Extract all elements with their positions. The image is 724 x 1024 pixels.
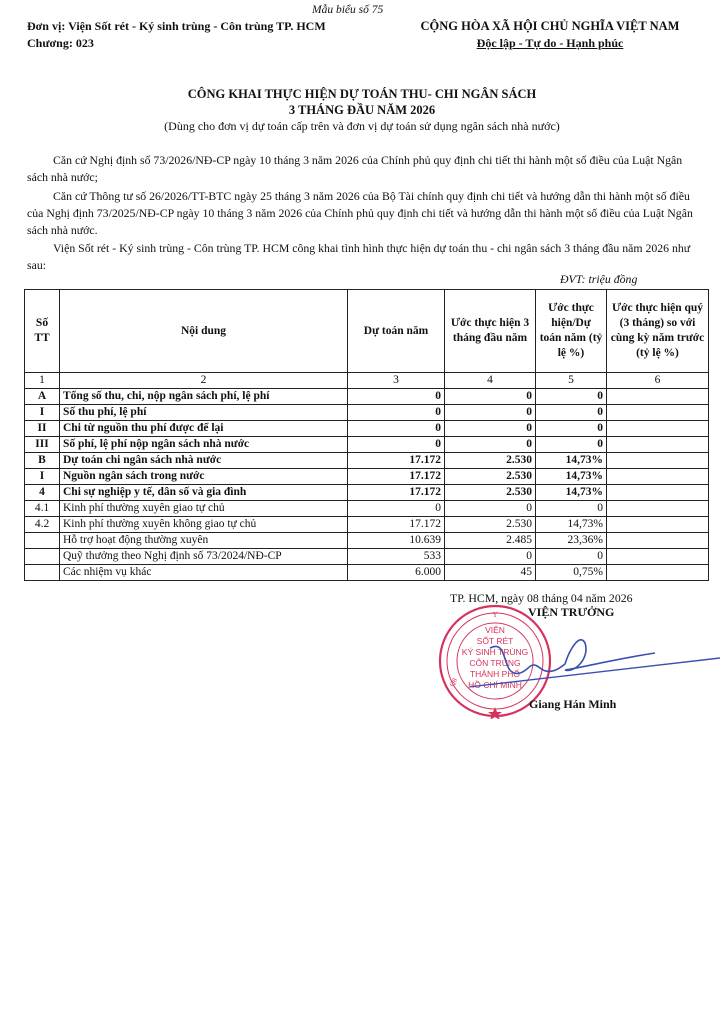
cell-plan: 17.172 xyxy=(348,453,445,469)
col-number: 3 xyxy=(348,373,445,389)
cell-plan: 10.639 xyxy=(348,533,445,549)
table-row xyxy=(25,549,709,565)
budget-table xyxy=(24,289,709,581)
cell-plan: 17.172 xyxy=(348,485,445,501)
column-number-row xyxy=(25,373,709,389)
cell-content: Kinh phí thường xuyên giao tự chủ xyxy=(60,501,348,517)
stamp-line: SỐT RÉT xyxy=(476,636,514,646)
document-subtitle: (Dùng cho đơn vị dự toán cấp trên và đơn vị dự toán sử dụng ngân sách nhà nước) xyxy=(164,119,560,133)
cell-stt: A xyxy=(25,389,60,405)
table-row xyxy=(25,453,709,469)
chapter-code: Chương: 023 xyxy=(27,36,94,50)
cell-stt: II xyxy=(25,421,60,437)
cell-ratio: 14,73% xyxy=(536,453,607,469)
table-row xyxy=(25,437,709,453)
cell-stt: I xyxy=(25,405,60,421)
cell-stt: 4.2 xyxy=(25,517,60,533)
cell-content: Nguồn ngân sách trong nước xyxy=(60,469,348,485)
cell-content: Chi sự nghiệp y tế, dân số và gia đình xyxy=(60,485,348,501)
signer-name: Giang Hán Minh xyxy=(529,697,617,711)
cell-stt xyxy=(25,533,60,549)
cell-estimate: 45 xyxy=(445,565,536,581)
organization-unit: Đơn vị: Viện Sốt rét - Ký sinh trùng - Côn trùng TP. HCM xyxy=(27,19,326,33)
cell-estimate: 2.530 xyxy=(445,485,536,501)
cell-plan: 0 xyxy=(348,405,445,421)
cell-ratio: 14,73% xyxy=(536,469,607,485)
national-motto xyxy=(400,36,700,51)
stamp-line: KÝ SINH TRÙNG xyxy=(461,647,529,657)
cell-stt: 4.1 xyxy=(25,501,60,517)
cell-content: Số thu phí, lệ phí xyxy=(60,405,348,421)
cell-yoy xyxy=(607,405,709,421)
cell-stt: 4 xyxy=(25,485,60,501)
table-row xyxy=(25,485,709,501)
table-row xyxy=(25,533,709,549)
cell-content: Chi từ nguồn thu phí được để lại xyxy=(60,421,348,437)
cell-ratio: 0 xyxy=(536,405,607,421)
cell-yoy xyxy=(607,453,709,469)
cell-yoy xyxy=(607,517,709,533)
table-row xyxy=(25,517,709,533)
cell-ratio: 0 xyxy=(536,437,607,453)
cell-plan: 533 xyxy=(348,549,445,565)
col-number: 2 xyxy=(60,373,348,389)
cell-content: Tổng số thu, chi, nộp ngân sách phí, lệ phí xyxy=(60,389,348,405)
table-row xyxy=(25,405,709,421)
table-row xyxy=(25,469,709,485)
cell-plan: 6.000 xyxy=(348,565,445,581)
cell-plan: 17.172 xyxy=(348,517,445,533)
cell-yoy xyxy=(607,533,709,549)
table-row xyxy=(25,501,709,517)
cell-estimate: 0 xyxy=(445,501,536,517)
cell-plan: 0 xyxy=(348,421,445,437)
cell-estimate: 0 xyxy=(445,389,536,405)
cell-ratio: 0,75% xyxy=(536,565,607,581)
table-row xyxy=(25,389,709,405)
signature-date: TP. HCM, ngày 08 tháng 04 năm 2026 xyxy=(450,591,633,605)
cell-ratio: 0 xyxy=(536,421,607,437)
cell-content: Quỹ thưởng theo Nghị định số 73/2024/NĐ-CP xyxy=(60,549,348,565)
cell-content: Hỗ trợ hoạt động thường xuyên xyxy=(60,533,348,549)
cell-stt xyxy=(25,549,60,565)
cell-yoy xyxy=(607,549,709,565)
cell-plan: 0 xyxy=(348,389,445,405)
svg-text:Y: Y xyxy=(492,611,498,619)
cell-stt: B xyxy=(25,453,60,469)
cell-plan: 0 xyxy=(348,437,445,453)
cell-yoy xyxy=(607,485,709,501)
cell-ratio: 23,36% xyxy=(536,533,607,549)
legal-basis-decree: Căn cứ Nghị định số 73/2026/NĐ-CP ngày 10 tháng 3 năm 2026 của Chính phủ quy định chi tiết thi hành một số điều của Luật Ngân sách nhà nước; xyxy=(27,153,683,184)
col-number: 6 xyxy=(607,373,709,389)
cell-plan: 17.172 xyxy=(348,469,445,485)
cell-yoy xyxy=(607,501,709,517)
header-stt: Số TT xyxy=(25,290,60,373)
motto-text: Độc lập - Tự do - Hạnh phúc xyxy=(476,36,624,50)
cell-estimate: 2.485 xyxy=(445,533,536,549)
header-yoy: Ước thực hiện quý (3 tháng) so với cùng kỳ năm trước (tỷ lệ %) xyxy=(607,290,709,373)
cell-content: Dự toán chi ngân sách nhà nước xyxy=(60,453,348,469)
cell-yoy xyxy=(607,421,709,437)
svg-text:Q8: Q8 xyxy=(447,676,460,688)
cell-yoy xyxy=(607,437,709,453)
cell-content: Kinh phí thường xuyên không giao tự chủ xyxy=(60,517,348,533)
cell-stt xyxy=(25,565,60,581)
national-title: CỘNG HÒA XÃ HỘI CHỦ NGHĨA VIỆT NAM xyxy=(420,19,680,33)
handwritten-signature-icon xyxy=(470,628,720,698)
table-row xyxy=(25,421,709,437)
stamp-line: HỒ CHÍ MINH xyxy=(468,680,522,690)
table-row xyxy=(25,565,709,581)
cell-estimate: 0 xyxy=(445,549,536,565)
cell-ratio: 0 xyxy=(536,389,607,405)
cell-estimate: 0 xyxy=(445,421,536,437)
cell-yoy xyxy=(607,389,709,405)
table-header-row xyxy=(25,290,709,373)
cell-estimate: 2.530 xyxy=(445,517,536,533)
unit-note: ĐVT: triệu đồng xyxy=(560,272,638,286)
cell-estimate: 0 xyxy=(445,405,536,421)
cell-ratio: 14,73% xyxy=(536,517,607,533)
cell-stt: I xyxy=(25,469,60,485)
cell-plan: 0 xyxy=(348,501,445,517)
document-title: CÔNG KHAI THỰC HIỆN DỰ TOÁN THU- CHI NGÂN SÁCH xyxy=(187,87,537,101)
cell-estimate: 0 xyxy=(445,437,536,453)
col-number: 4 xyxy=(445,373,536,389)
col-number: 1 xyxy=(25,373,60,389)
cell-yoy xyxy=(607,469,709,485)
form-number: Mẫu biểu số 75 xyxy=(312,4,384,16)
cell-estimate: 2.530 xyxy=(445,469,536,485)
document-period: 3 THÁNG ĐẦU NĂM 2026 xyxy=(288,103,436,117)
cell-content: Số phí, lệ phí nộp ngân sách nhà nước xyxy=(60,437,348,453)
signer-title: VIỆN TRƯỞNG xyxy=(528,605,615,619)
stamp-line: VIỆN xyxy=(485,625,505,635)
legal-basis-circular: Căn cứ Thông tư số 26/2026/TT-BTC ngày 25 tháng 3 năm 2026 của Bộ Tài chính quy định chi tiết và hướng dẫn thi hành một số điều của Nghị định 73/2025/NĐ-CP ngày 10 tháng 3 năm 2026 của Chính phủ quy định chi tiết và hướng dẫn thi hành một số điều của Luật Ngân sách nhà nước. xyxy=(27,189,693,237)
stamp-line: CÔN TRÙNG xyxy=(469,658,521,668)
stamp-line: THÀNH PHỐ xyxy=(469,669,521,679)
disclosure-statement: Viện Sốt rét - Ký sinh trùng - Côn trùng TP. HCM công khai tình hình thực hiện dự toán thu - chi ngân sách 3 tháng đầu năm 2026 như sau: xyxy=(27,241,691,272)
header-ratio: Ước thực hiện/Dự toán năm (tỷ lệ %) xyxy=(536,290,607,373)
cell-content: Các nhiệm vụ khác xyxy=(60,565,348,581)
cell-estimate: 2.530 xyxy=(445,453,536,469)
cell-ratio: 0 xyxy=(536,549,607,565)
cell-stt: III xyxy=(25,437,60,453)
header-content: Nội dung xyxy=(60,290,348,373)
cell-ratio: 0 xyxy=(536,501,607,517)
col-number: 5 xyxy=(536,373,607,389)
cell-ratio: 14,73% xyxy=(536,485,607,501)
cell-yoy xyxy=(607,565,709,581)
header-estimate: Ước thực hiện 3 tháng đầu năm xyxy=(445,290,536,373)
header-plan: Dự toán năm xyxy=(348,290,445,373)
